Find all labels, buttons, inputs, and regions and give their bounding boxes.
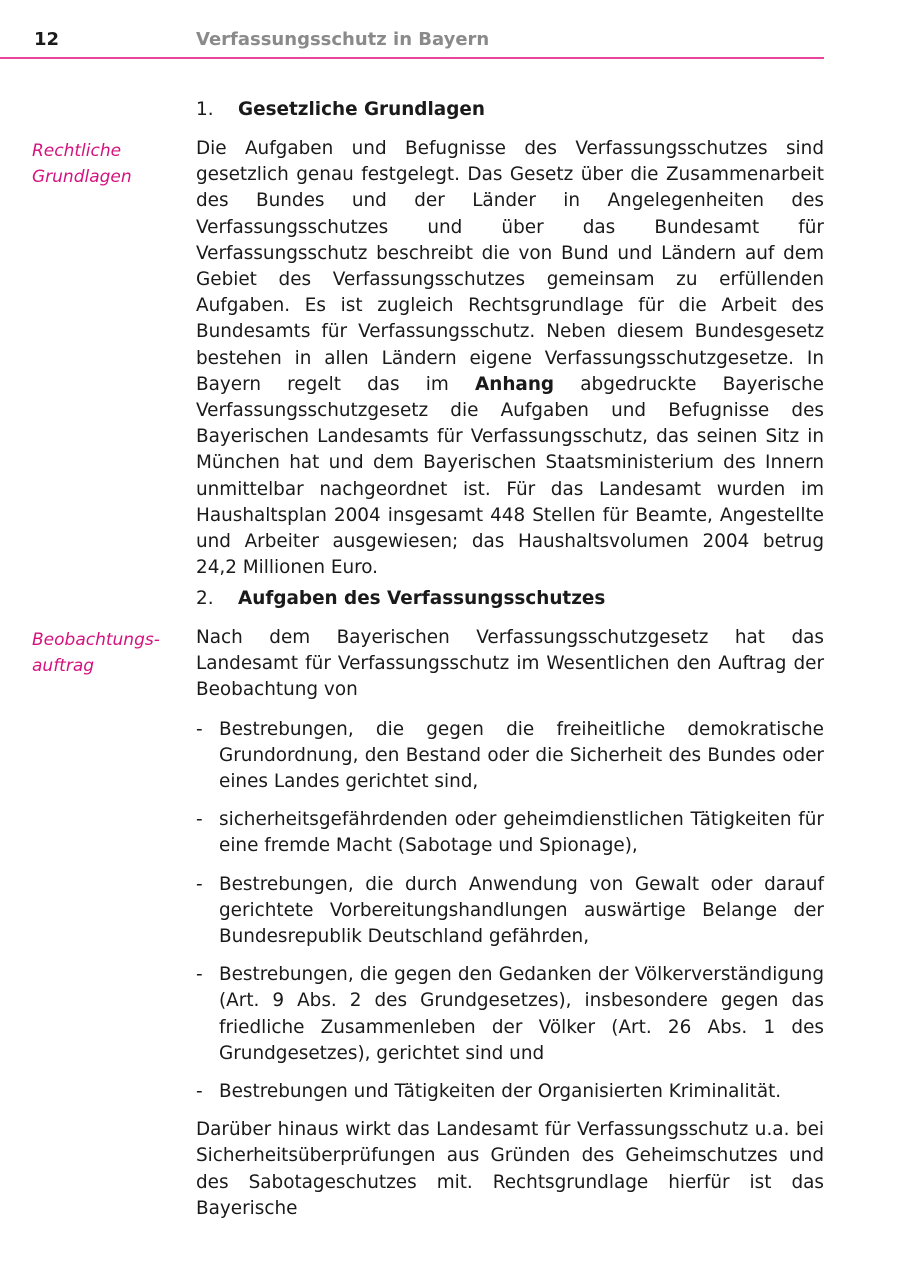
list-item: - sicherheitsgefährdenden oder geheimdienstlichen Tätigkeiten für eine fremde Macht (Sabotage und Spionage), [196, 809, 824, 857]
list-item: - Bestrebungen, die gegen die freiheitliche demokratische Grundordnung, den Bestand oder die Sicherheit des Bundes oder eines Landes gerichtet sind, [196, 718, 824, 793]
section-1-text-a: Die Aufgaben und Befugnisse des Verfassungsschutzes sind gesetzlich genau festgelegt. Das Gesetz über die Zusammenarbeit des Bundes und der Länder in Angelegenheiten des Verfassungsschutzes und über das Bundesamt für Verfassungsschutz beschreibt die von Bund und Ländern auf dem Gebiet des Verfassungsschutzes gemeinsam zu erfüllenden Aufgaben. Es ist zugleich Rechtsgrundlage für die Arbeit des Bundesamts für Verfassungsschutz. Neben diesem Bundesgesetz bestehen in allen Ländern eigene Verfassungsschutzgesetze. In Bayern regelt das im [196, 138, 824, 395]
page-number: 12 [34, 29, 60, 50]
section-1-title: Gesetzliche Grundlagen [238, 99, 485, 120]
list-item: - Bestrebungen, die durch Anwendung von Gewalt oder darauf gerichtete Vorbereitungshandlungen auswärtige Belange der Bundesrepublik Deutschland gefährden, [196, 873, 824, 948]
section-2 [196, 586, 824, 1222]
section-1 [196, 97, 824, 581]
section-2-heading [196, 586, 824, 612]
section-1-text-b: abgedruckte Bayerische Verfassungsschutzgesetz die Aufgaben und Befugnisse des Bayerischen Landesamts für Verfassungsschutz, das seinen Sitz in München hat und dem Bayerischen Staatsministerium des Innern unmittelbar nachgeordnet ist. Für das Landesamt wurden im Haushaltsplan 2004 insgesamt 448 Stellen für Beamte, Angestellte und Arbeiter ausgewiesen; das Haushaltsvolumen 2004 betrug 24,2 Millionen Euro. [196, 373, 824, 579]
section-2-closing: Darüber hinaus wirkt das Landesamt für Verfassungsschutz u.a. bei Sicherheitsüberprüfungen aus Gründen des Geheimschutzes und des Sabotageschutzes mit. Rechtsgrundlage hierfür ist das Bayerische [196, 1119, 824, 1219]
margin-note-legal-basis: Rechtliche Grundlagen [32, 141, 132, 187]
section-2-number: 2. [196, 588, 214, 609]
section-1-heading [196, 97, 824, 123]
section-2-intro: Nach dem Bayerischen Verfassungsschutzgesetz hat das Landesamt für Verfassungsschutz im Wesentlichen den Auftrag der Beobachtung von [196, 627, 824, 701]
margin-note-observation-mandate: Beobachtungs- auftrag [32, 630, 160, 676]
section-1-number: 1. [196, 99, 214, 120]
section-2-title: Aufgaben des Verfassungsschutzes [238, 588, 606, 609]
list-item: - Bestrebungen und Tätigkeiten der Organisierten Kriminalität. [196, 1081, 782, 1103]
header-rule [0, 57, 824, 59]
list-item: - Bestrebungen, die gegen den Gedanken der Völkerverständigung (Art. 9 Abs. 2 des Grundgesetzes), insbesondere gegen das friedliche Zusammenleben der Völker (Art. 26 Abs. 1 des Grundgesetzes), gerichtet sind und [196, 964, 824, 1064]
section-1-paragraph [196, 136, 824, 581]
annex-reference: Anhang [475, 373, 555, 395]
running-title: Verfassungsschutz in Bayern [196, 29, 490, 50]
observation-list [196, 717, 824, 1106]
